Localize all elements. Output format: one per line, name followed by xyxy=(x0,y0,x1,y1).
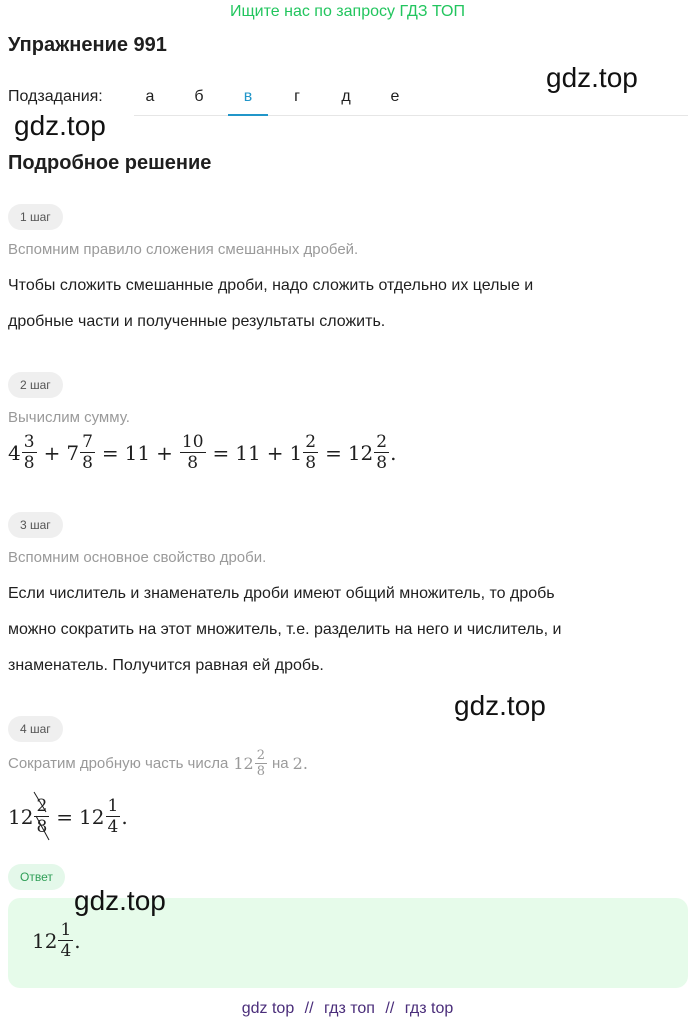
numerator: 2 xyxy=(36,796,48,816)
fraction xyxy=(303,432,318,473)
text-line: дробные части и полученные результаты сложить. xyxy=(8,313,386,330)
footer-separator: // xyxy=(385,1000,395,1017)
step-hint: Вспомним основное свойство дроби. xyxy=(8,549,267,566)
tab-a[interactable]: а xyxy=(145,88,155,105)
whole-part: 12 xyxy=(347,440,374,465)
denominator: 8 xyxy=(256,764,265,779)
footer-links xyxy=(0,1000,695,1018)
fraction xyxy=(374,432,389,473)
period: . xyxy=(302,754,308,773)
numerator: 10 xyxy=(181,432,204,452)
watermark: gdz.top xyxy=(546,62,638,93)
subtasks-bar xyxy=(8,80,688,116)
term: 11 xyxy=(124,440,151,465)
step-badge: 2 шаг xyxy=(8,372,63,398)
period: . xyxy=(74,928,81,953)
denominator: 8 xyxy=(23,453,35,473)
fraction xyxy=(22,432,37,473)
equals-sign: = xyxy=(212,440,230,465)
whole-part: 1 xyxy=(289,440,303,465)
denominator: 8 xyxy=(376,453,388,473)
tab-v[interactable]: в xyxy=(228,88,268,116)
fraction xyxy=(180,432,206,473)
reduce-formula xyxy=(8,796,128,837)
plus-sign: + xyxy=(266,440,284,465)
numerator: 1 xyxy=(60,920,72,940)
subtasks-label: Подзадания: xyxy=(8,88,103,105)
footer-link[interactable]: гдз top xyxy=(404,1000,454,1017)
denominator: 8 xyxy=(82,453,93,473)
plus-sign: + xyxy=(43,440,61,465)
answer-value xyxy=(32,920,81,961)
step-hint: Вспомним правило сложения смешанных дробей. xyxy=(8,241,359,258)
tab-b[interactable]: б xyxy=(194,88,204,105)
numerator: 1 xyxy=(107,796,119,816)
whole-part: 12 xyxy=(32,928,58,953)
whole-part: 12 xyxy=(8,804,34,829)
answer-badge: Ответ xyxy=(8,864,65,890)
tab-g[interactable]: г xyxy=(294,88,300,105)
fraction xyxy=(58,920,73,961)
sum-formula xyxy=(8,432,396,473)
step-text xyxy=(8,576,668,684)
period: . xyxy=(390,440,397,465)
whole-part: 12 xyxy=(79,804,105,829)
tab-e[interactable]: е xyxy=(390,88,400,105)
denominator: 8 xyxy=(36,817,48,837)
hint-text: на xyxy=(272,755,289,772)
denominator: 8 xyxy=(187,453,199,473)
text-line: можно сократить на этот множитель, т.е. разделить на него и числитель, и xyxy=(8,621,562,638)
whole-part: 4 xyxy=(8,440,21,465)
equals-sign: = xyxy=(325,440,342,465)
step-hint: Вычислим сумму. xyxy=(8,409,130,426)
equals-sign: = xyxy=(56,804,74,829)
watermark: gdz.top xyxy=(74,885,166,916)
step-hint xyxy=(8,748,308,779)
promo-banner[interactable]: Ищите нас по запросу ГДЗ ТОП xyxy=(230,3,465,20)
numerator: 3 xyxy=(23,432,35,452)
hint-value: 2 xyxy=(292,754,303,773)
text-line: Чтобы сложить смешанные дроби, надо сложить отдельно их целые и xyxy=(8,277,534,294)
whole-part: 12 xyxy=(233,754,254,773)
numerator: 2 xyxy=(376,432,388,452)
denominator: 4 xyxy=(60,941,72,961)
period: . xyxy=(121,804,128,829)
fraction xyxy=(106,796,121,837)
page-title: Упражнение 991 xyxy=(8,34,167,56)
subtasks-tabs xyxy=(134,80,688,116)
fraction xyxy=(80,432,95,473)
tab-d[interactable]: д xyxy=(341,88,351,105)
whole-part: 7 xyxy=(66,440,80,465)
footer-separator: // xyxy=(304,1000,314,1017)
watermark: gdz.top xyxy=(14,110,106,141)
numerator: 2 xyxy=(305,432,317,452)
hint-text: Сократим дробную часть числа xyxy=(8,755,229,772)
cancelled-fraction xyxy=(34,796,49,837)
fraction xyxy=(255,748,267,779)
step-badge: 3 шаг xyxy=(8,512,63,538)
equals-sign: = xyxy=(101,440,119,465)
step-badge: 1 шаг xyxy=(8,204,63,230)
watermark: gdz.top xyxy=(454,690,546,721)
text-line: знаменатель. Получится равная ей дробь. xyxy=(8,657,324,674)
denominator: 8 xyxy=(305,453,317,473)
denominator: 4 xyxy=(107,817,119,837)
numerator: 2 xyxy=(256,748,265,763)
plus-sign: + xyxy=(156,440,173,465)
step-badge: 4 шаг xyxy=(8,716,63,742)
section-title: Подробное решение xyxy=(8,152,212,174)
step-text xyxy=(8,268,668,340)
text-line: Если числитель и знаменатель дроби имеют общий множитель, то дробь xyxy=(8,585,555,602)
term: 11 xyxy=(235,440,261,465)
footer-link[interactable]: gdz top xyxy=(241,1000,295,1017)
numerator: 7 xyxy=(82,432,93,452)
footer-link[interactable]: гдз топ xyxy=(324,1000,375,1017)
